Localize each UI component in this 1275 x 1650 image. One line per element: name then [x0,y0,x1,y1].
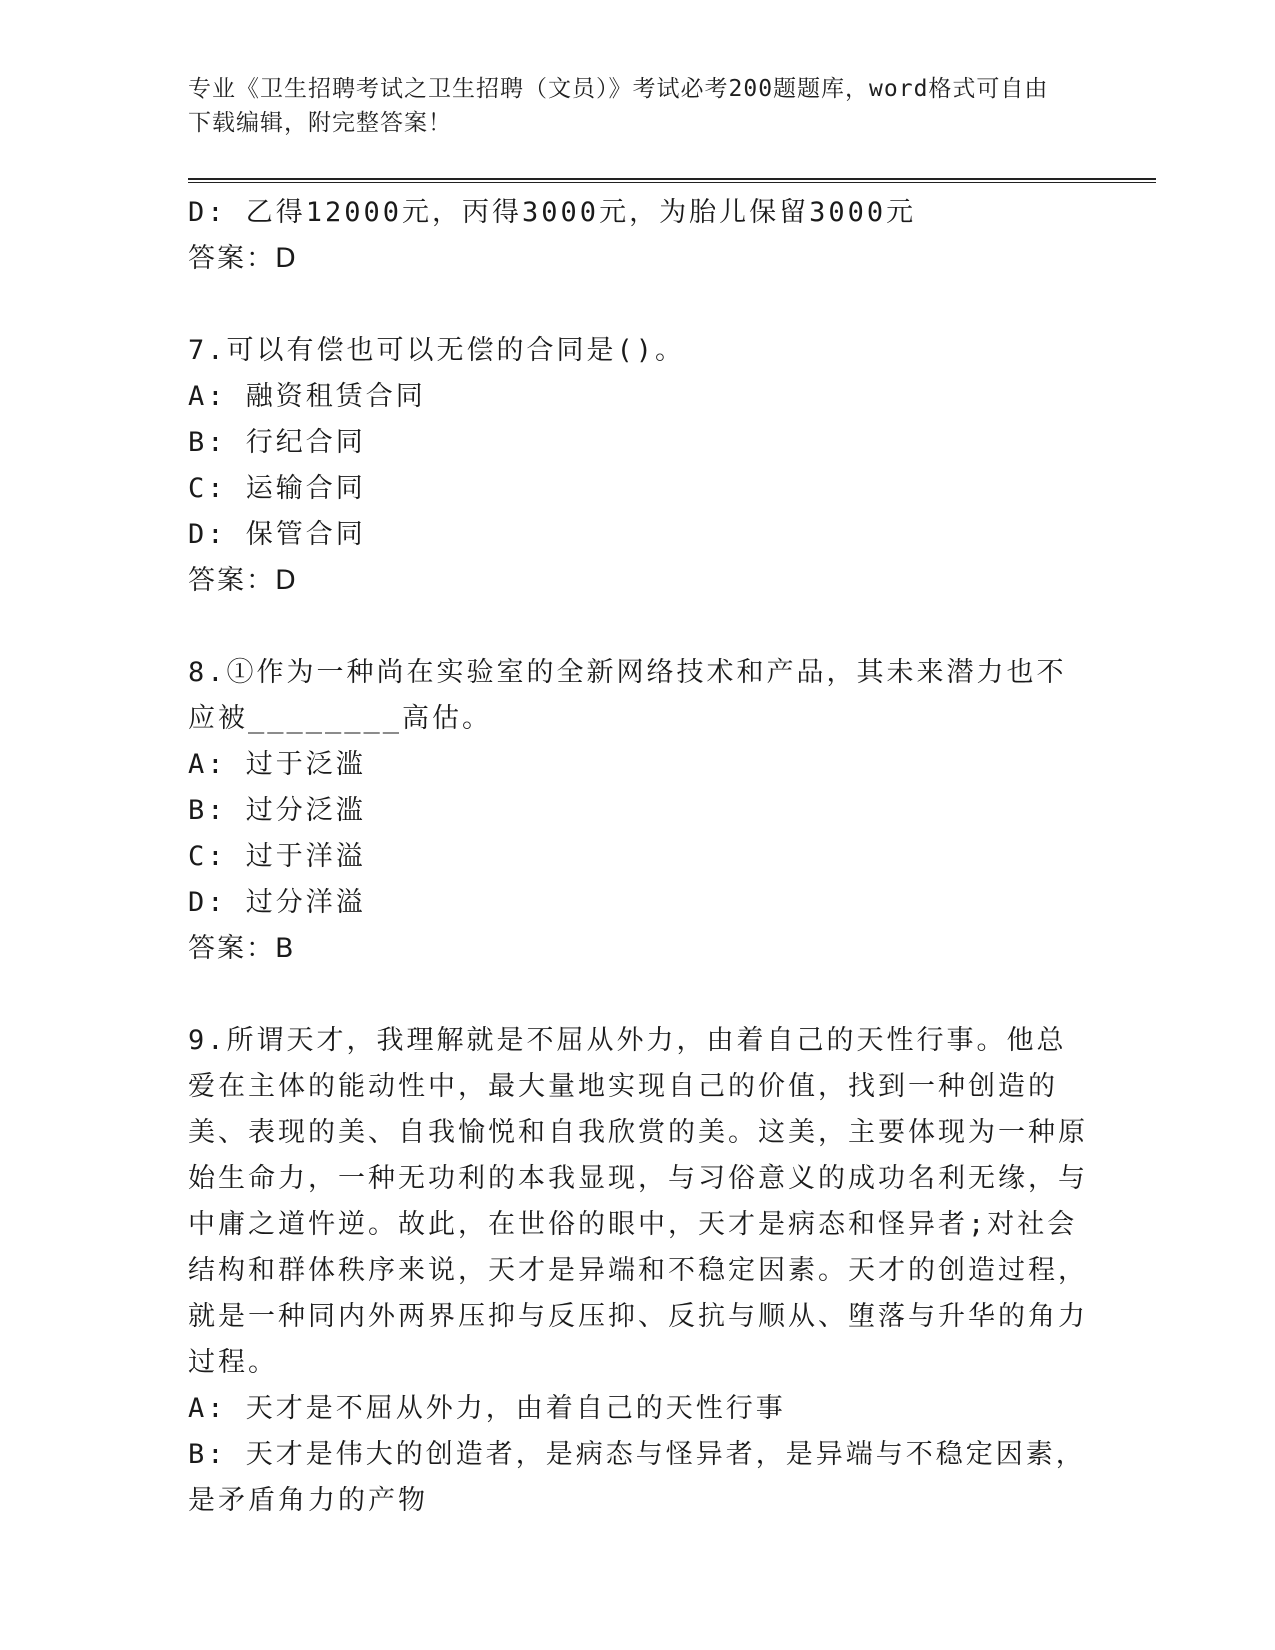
q6-answer: 答案：D [188,243,298,274]
spacer [188,972,1093,1018]
q9-option-a: A: 天才是不屈从外力，由着自己的天性行事 [188,1393,786,1424]
question-content [188,190,1093,1524]
q9-question: 9.所谓天才，我理解就是不屈从外力，由着自己的天性行事。他总爱在主体的能动性中，最大量地实现自己的价值，找到一种创造的美、表现的美、自我愉悦和自我欣赏的美。这美，主要体现为一种原始生命力，一种无功利的本我显现，与习俗意义的成功名利无缘，与中庸之道忤逆。故此，在世俗的眼中，天才是病态和怪异者;对社会结构和群体秩序来说，天才是异端和不稳定因素。天才的创造过程，就是一种同内外两界压抑与反压抑、反抗与顺从、堕落与升华的角力过程。 [188,1025,1088,1378]
header-divider-thick [188,178,1156,180]
q8-option-b: B: 过分泛滥 [188,795,366,826]
q7-option-d: D: 保管合同 [188,519,366,550]
q7-option-b: B: 行纪合同 [188,427,366,458]
document-header: 专业《卫生招聘考试之卫生招聘（文员）》考试必考200题题库，word格式可自由下载编辑，附完整答案！ [188,76,1049,136]
q7-option-a: A: 融资租赁合同 [188,381,426,412]
q8-option-c: C: 过于洋溢 [188,841,366,872]
header-divider-thin [188,182,1156,183]
spacer [188,604,1093,650]
q8-question: 8.①作为一种尚在实验室的全新网络技术和产品，其未来潜力也不应被________高估。 [188,657,1067,734]
q7-option-c: C: 运输合同 [188,473,366,504]
q9-option-b: B: 天才是伟大的创造者，是病态与怪异者，是异端与不稳定因素，是矛盾角力的产物 [188,1439,1086,1516]
q8-option-a: A: 过于泛滥 [188,749,366,780]
q8-option-d: D: 过分洋溢 [188,887,366,918]
q8-answer: 答案：B [188,933,296,964]
q7-question: 7.可以有偿也可以无偿的合同是()。 [188,335,686,366]
q7-answer: 答案：D [188,565,298,596]
spacer [188,282,1093,328]
q6-option-d: D: 乙得12000元，丙得3000元，为胎儿保留3000元 [188,197,917,228]
